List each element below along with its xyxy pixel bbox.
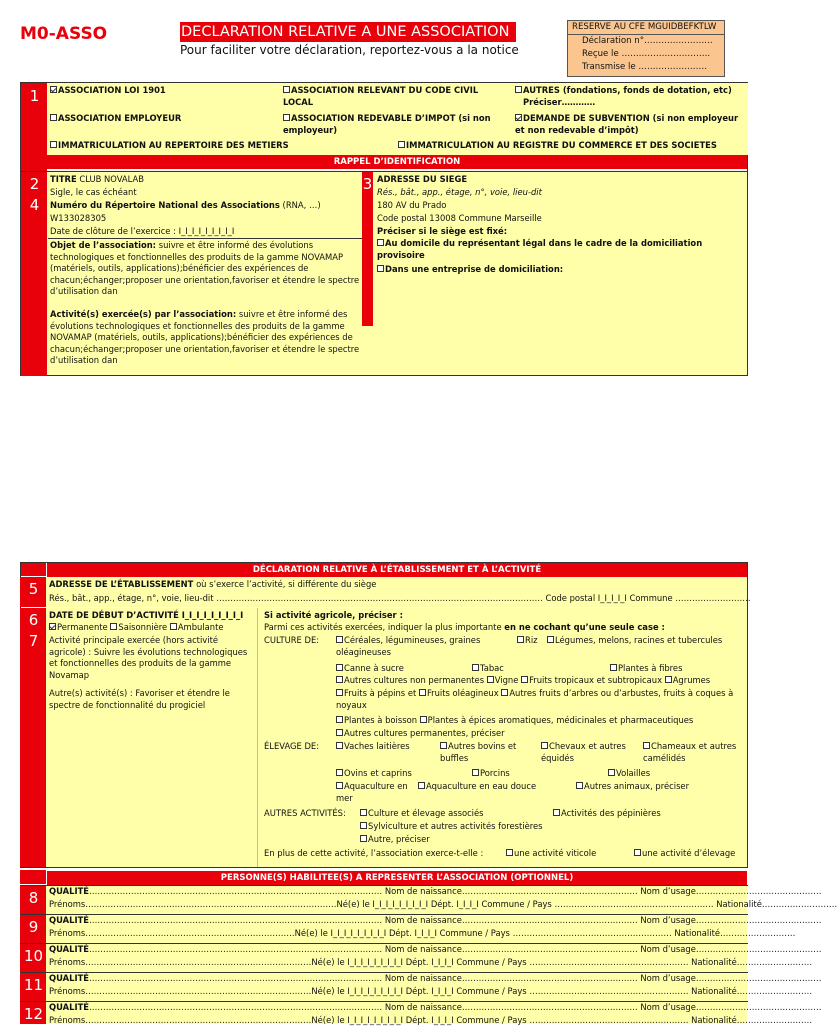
person-line-2[interactable]: Prénoms………………………………………………………………………………Né(e) le I_I_I_I_I_I_I_I_I Dépt. I_I_I_I Commune / Pays ………………………………………………… Nationalité………………………	[49, 899, 837, 909]
checkbox-permanente[interactable]	[49, 623, 56, 630]
label-saisonniere: Saisonnière	[118, 622, 168, 632]
checkbox-arbres[interactable]	[501, 689, 508, 696]
checkbox-viticole[interactable]	[506, 849, 513, 856]
opt-culture-elevage[interactable]	[360, 808, 484, 820]
qualite-label: QUALITÉ	[49, 915, 90, 925]
label-bovins: Autres bovins et buffles	[440, 741, 517, 763]
opt-riz[interactable]	[517, 635, 538, 647]
person-line-1-text: …………………………………………………………………………………………… Nom de naissance……………………………………………………… Nom d’usage………………………………………	[89, 915, 822, 925]
rna-row	[50, 200, 321, 212]
autres-act-label: AUTRES ACTIVITÉS:	[264, 808, 346, 818]
person-line-2[interactable]: Prénoms………………………………………………………………………Né(e) le I_I_I_I_I_I_I_I_I Dépt. I_I_I_I Commune / Pays ………………………………………………… Nationalité………………………	[49, 1015, 813, 1025]
section-number: 10	[23, 947, 44, 965]
checkbox-ovins[interactable]	[336, 769, 343, 776]
checkbox-non-perm[interactable]	[336, 676, 343, 683]
option-subvention[interactable]	[515, 113, 747, 136]
reserve-line-2: Reçue le ………………………….	[582, 49, 711, 59]
opt-chevaux[interactable]	[541, 741, 641, 764]
qualite-label: QUALITÉ	[49, 944, 90, 954]
section-number: 11	[23, 976, 44, 994]
label-pepins: Fruits à pépins et	[344, 688, 417, 698]
label-legumes: Légumes, melons, racines et tubercules	[555, 635, 723, 645]
label-agrumes: Agrumes	[672, 675, 711, 685]
label-epices: Plantes à épices aromatiques, médicinales et pharmaceutiques	[427, 715, 694, 725]
label-chevaux: Chevaux et autres équidés	[541, 741, 626, 763]
opt-pepinieres[interactable]	[553, 808, 661, 820]
elevage-label: ÉLEVAGE DE:	[264, 741, 320, 751]
checkbox-autres-animaux[interactable]	[576, 782, 583, 789]
opt-porcins[interactable]	[472, 768, 510, 780]
label-chameaux: Chameaux et autres camélidés	[643, 741, 737, 763]
label-oleagineux: Fruits oléagineux	[426, 688, 499, 698]
siege-street: 180 AV du Prado	[377, 200, 447, 210]
checkbox-chameaux[interactable]	[643, 742, 650, 749]
checkbox-oleagineux[interactable]	[419, 689, 426, 696]
etab-address-label-rest: où s’exerce l’activité, si différente du siège	[196, 579, 377, 589]
opt-canne[interactable]	[336, 663, 404, 675]
person-line-2[interactable]: Prénoms…………………………………………………………………Né(e) le I_I_I_I_I_I_I_I_I Dépt. I_I_I_I Commune / Pays ………………………………………………… Nationalité………………………	[49, 928, 796, 938]
etab-address-label: ADRESSE DE L’ÉTABLISSEMENT	[49, 579, 194, 589]
activity-type-row	[49, 622, 224, 634]
option-autres[interactable]	[515, 85, 747, 97]
activites-block	[50, 309, 360, 367]
checkbox-elevage-plus[interactable]	[634, 849, 641, 856]
checkbox-employeur[interactable]	[50, 114, 57, 121]
section-number-4: 4	[29, 196, 40, 214]
person-row	[20, 1001, 822, 1025]
checkbox-vigne[interactable]	[487, 676, 494, 683]
checkbox-ambulante[interactable]	[170, 623, 177, 630]
person-line-1[interactable]	[49, 915, 822, 927]
checkbox-impot[interactable]	[283, 114, 290, 121]
row-boisson	[336, 715, 748, 727]
checkbox-bovins[interactable]	[440, 742, 447, 749]
label-ovins: Ovins et caprins	[344, 768, 412, 778]
checkbox-plantes-fibres[interactable]	[610, 664, 617, 671]
opt-elevage-plus[interactable]	[634, 848, 735, 860]
option-impot[interactable]	[283, 113, 508, 136]
rna-suffix: (RNA, …)	[282, 200, 321, 210]
checkbox-pepins[interactable]	[336, 689, 343, 696]
label-non-perm: Autres cultures non permanentes	[344, 675, 485, 685]
person-line-2[interactable]: Prénoms………………………………………………………………………Né(e) le I_I_I_I_I_I_I_I_I Dépt. I_I_I_I Commune / Pays ………………………………………………… Nationalité………………………	[49, 957, 813, 967]
person-line-2[interactable]: Prénoms………………………………………………………………………Né(e) le I_I_I_I_I_I_I_I_I Dépt. I_I_I_I Commune / Pays ………………………………………………… Nationalité………………………	[49, 986, 813, 996]
person-row	[20, 885, 837, 914]
option-metiers[interactable]	[50, 140, 400, 152]
rappel-band: RAPPEL D’IDENTIFICATION	[47, 155, 747, 169]
opt-vaches[interactable]	[336, 741, 410, 753]
label-perm: Autres cultures permanentes, préciser	[344, 728, 505, 738]
section-number-2: 2	[29, 175, 40, 193]
section-number-6: 6	[28, 611, 39, 629]
reserve-line-3: Transmise le ……………………	[582, 62, 708, 72]
form-title: DECLARATION RELATIVE A UNE ASSOCIATION	[180, 22, 516, 42]
date-debut[interactable]: DATE DE DÉBUT D’ACTIVITÉ I_I_I_I_I_I_I_I_I	[49, 610, 244, 620]
plus-label: En plus de cette activité, l’association exerce-t-elle :	[264, 848, 484, 858]
opt-viticole[interactable]	[506, 848, 596, 860]
section-number: 12	[23, 1005, 44, 1023]
opt-legumes[interactable]	[547, 635, 747, 647]
persons-band: PERSONNE(S) HABILITEE(S) A REPRESENTER L’ASSOCIATION (OPTIONNEL)	[47, 871, 747, 885]
label-riz: Riz	[525, 635, 538, 645]
checkbox-riz[interactable]	[517, 636, 524, 643]
person-row	[20, 914, 822, 943]
sigle: Sigle, le cas échéant	[50, 187, 137, 197]
checkbox-autre-preciser[interactable]	[360, 835, 367, 842]
titre-value: CLUB NOVALAB	[79, 174, 144, 184]
qualite-label: QUALITÉ	[49, 1002, 90, 1012]
reserve-label: RESERVE AU CFE MGUIDBEFKTLW	[568, 21, 724, 35]
label-code-civil: ASSOCIATION RELEVANT DU CODE CIVIL LOCAL	[283, 85, 479, 107]
label-permanente: Permanente	[57, 622, 108, 632]
opt-volailles[interactable]	[608, 768, 650, 780]
checkbox-code-civil[interactable]	[283, 86, 290, 93]
persons-list	[20, 885, 837, 1025]
qualite-label: QUALITÉ	[49, 886, 90, 896]
autres-preciser: Préciser…………	[523, 97, 596, 107]
checkbox-fixe-1[interactable]	[377, 239, 384, 246]
person-row	[20, 943, 822, 972]
checkbox-legumes[interactable]	[547, 636, 554, 643]
opt-chameaux[interactable]	[643, 741, 748, 764]
option-loi1901[interactable]	[50, 85, 280, 97]
siege-label: ADRESSE DU SIEGE	[377, 174, 468, 184]
person-line-1-text: …………………………………………………………………………………………… Nom de naissance……………………………………………………… Nom d’usage………………………………………	[89, 886, 822, 896]
person-line-1-text: …………………………………………………………………………………………… Nom de naissance……………………………………………………… Nom d’usage………………………………………	[89, 973, 822, 983]
label-autres: AUTRES (fondations, fonds de dotation, etc)	[523, 85, 732, 95]
activites-text: suivre et être informé des évolutions technologiques et fonctionnelles des produits de la gamme NOVAMAP (matériels, outils, applications);bénéficier des expériences de chacun;échanger;proposer une orientation,favoriser et étendre le spectre d’utilisation dan	[50, 309, 360, 365]
culture-label: CULTURE DE:	[264, 635, 320, 645]
etab-address-line[interactable]: Rés., bât., app., étage, n°, voie, lieu-dit ……………………………………………………………………………………………………… Code postal I_I_I_I_I Commune ………………………	[49, 593, 751, 603]
rna-value: W133028305	[50, 213, 107, 223]
label-culture-elevage: Culture et élevage associés	[368, 808, 484, 818]
opt-aqua-mer[interactable]	[336, 781, 416, 804]
section-number-3: 3	[362, 175, 373, 193]
person-line-1[interactable]	[49, 1002, 822, 1014]
agri-intro-text: Parmi ces activités exercées, indiquer la plus importante	[264, 622, 502, 632]
checkbox-metiers[interactable]	[50, 141, 57, 148]
section-6-7	[20, 608, 748, 868]
form-subtitle: Pour faciliter votre déclaration, reportez-vous a la notice	[180, 43, 519, 57]
opt-cereales[interactable]	[336, 635, 511, 658]
fixe-option-2-label: Dans une entreprise de domiciliation:	[385, 264, 564, 274]
opt-ovins[interactable]	[336, 768, 412, 780]
label-metiers: IMMATRICULATION AU REPERTOIRE DES METIERS	[58, 140, 289, 150]
opt-tabac[interactable]	[472, 663, 504, 675]
label-impot: ASSOCIATION REDEVABLE D’IMPOT (si non employeur)	[283, 113, 491, 135]
checkbox-aqua-douce[interactable]	[418, 782, 425, 789]
label-vigne: Vigne	[494, 675, 519, 685]
form-code: M0-ASSO	[20, 24, 108, 44]
checkbox-perm[interactable]	[336, 729, 343, 736]
section-number: 8	[28, 889, 39, 907]
person-line-1-text: …………………………………………………………………………………………… Nom de naissance……………………………………………………… Nom d’usage………………………………………	[89, 944, 822, 954]
agri-intro-bold: en ne cochant qu’une seule case :	[504, 622, 665, 632]
label-cereales: Céréales, légumineuses, graines oléagineuses	[336, 635, 481, 657]
person-line-1[interactable]	[49, 944, 822, 956]
person-line-1-text: …………………………………………………………………………………………… Nom de naissance……………………………………………………… Nom d’usage………………………………………	[89, 1002, 822, 1012]
label-volailles: Volailles	[616, 768, 651, 778]
label-viticole: une activité viticole	[514, 848, 597, 858]
label-boisson: Plantes à boisson	[344, 715, 417, 725]
opt-autre-preciser[interactable]	[360, 834, 430, 846]
checkbox-autres[interactable]	[515, 86, 522, 93]
person-row	[20, 972, 822, 1001]
cloture-line: Date de clôture de l’exercice : I_I_I_I_I_I_I_I_I	[50, 226, 235, 236]
opt-bovins[interactable]	[440, 741, 540, 764]
opt-perm[interactable]	[336, 728, 505, 740]
agri-intro	[264, 622, 744, 634]
reserve-line-1: Déclaration n°……………………	[582, 36, 713, 46]
label-rcs: IMMATRICULATION AU REGISTRE DU COMMERCE ET DES SOCIETES	[406, 140, 717, 150]
qualite-label: QUALITÉ	[49, 973, 90, 983]
siege-hint: Rés., bât., app., étage, n°, voie, lieu-dit	[377, 187, 542, 197]
person-line-1[interactable]	[49, 886, 822, 898]
activite-principale: Activité principale exercée (hors activité agricole) : Suivre les évolutions technologiques et fonctionnelles des produits de la gamme Novamap	[49, 635, 248, 680]
option-code-civil[interactable]	[283, 85, 503, 108]
label-aqua-mer: Aquaculture en mer	[336, 781, 408, 803]
fixe-option-2[interactable]	[377, 264, 737, 276]
titre-label: TITRE	[50, 174, 77, 184]
label-autre-preciser: Autre, préciser	[368, 834, 430, 844]
objet-block	[50, 240, 360, 298]
row-fruits	[336, 688, 748, 711]
checkbox-aqua-mer[interactable]	[336, 782, 343, 789]
section-number: 9	[28, 918, 39, 936]
label-aqua-douce: Aquaculture en eau douce	[426, 781, 537, 791]
section-5-label	[49, 579, 376, 591]
siege-city: Code postal 13008 Commune Marseille	[377, 213, 542, 223]
label-employeur: ASSOCIATION EMPLOYEUR	[58, 113, 182, 123]
option-rcs[interactable]	[398, 140, 748, 152]
fixe-option-1[interactable]	[377, 238, 737, 261]
checkbox-saisonniere[interactable]	[110, 623, 117, 630]
opt-sylviculture[interactable]	[360, 821, 543, 833]
label-porcins: Porcins	[480, 768, 510, 778]
checkbox-sylviculture[interactable]	[360, 822, 367, 829]
checkbox-canne[interactable]	[336, 664, 343, 671]
label-canne: Canne à sucre	[344, 663, 404, 673]
identification-section	[20, 171, 748, 376]
etablissement-band: DÉCLARATION RELATIVE À L’ÉTABLISSEMENT ET À L’ACTIVITÉ	[47, 563, 747, 577]
label-plantes-fibres: Plantes à fibres	[618, 663, 683, 673]
section-number-5: 5	[28, 580, 39, 598]
section-number-7: 7	[28, 632, 39, 650]
reserve-box	[567, 20, 725, 77]
label-sylviculture: Sylviculture et autres activités forestières	[368, 821, 543, 831]
opt-autres-animaux[interactable]	[576, 781, 689, 793]
label-fruits-trop: Fruits tropicaux et subtropicaux	[529, 675, 663, 685]
label-vaches: Vaches laitières	[344, 741, 410, 751]
objet-text: suivre et être informé des évolutions technologiques et fonctionnelles des produits de la gamme NOVAMAP (matériels, outils, applications);bénéficier des expériences de chacun;échanger;proposer une orientation,favoriser et étendre le spectre d’utilisation dan	[50, 240, 360, 296]
label-ambulante: Ambulante	[177, 622, 224, 632]
fixe-option-1-label: Au domicile du représentant légal dans le cadre de la domiciliation provisoire	[377, 238, 703, 260]
checkbox-loi1901[interactable]	[50, 86, 57, 93]
checkbox-fixe-2[interactable]	[377, 265, 384, 272]
label-loi1901: ASSOCIATION LOI 1901	[58, 85, 166, 95]
checkbox-volailles[interactable]	[608, 769, 615, 776]
rna-label: Numéro du Répertoire National des Associations	[50, 200, 280, 210]
person-line-1[interactable]	[49, 973, 822, 985]
row-non-perm	[336, 675, 748, 687]
fixe-label: Préciser si le siège est fixé:	[377, 226, 508, 236]
checkbox-fruits-trop[interactable]	[521, 676, 528, 683]
activites-label: Activité(s) exercée(s) par l’association:	[50, 309, 237, 319]
opt-plantes-fibres[interactable]	[610, 663, 682, 675]
label-tabac: Tabac	[480, 663, 504, 673]
checkbox-porcins[interactable]	[472, 769, 479, 776]
checkbox-chevaux[interactable]	[541, 742, 548, 749]
checkbox-pepinieres[interactable]	[553, 809, 560, 816]
label-autres-animaux: Autres animaux, préciser	[584, 781, 690, 791]
titre-row	[50, 174, 144, 186]
checkbox-tabac[interactable]	[472, 664, 479, 671]
label-elevage-plus: une activité d’élevage	[642, 848, 736, 858]
checkbox-rcs[interactable]	[398, 141, 405, 148]
objet-label: Objet de l’association:	[50, 240, 157, 250]
checkbox-agrumes[interactable]	[665, 676, 672, 683]
checkbox-cereales[interactable]	[336, 636, 343, 643]
section-5	[20, 577, 751, 607]
label-arbres: Autres fruits d’arbres ou d’arbustes, fruits à coques à noyaux	[336, 688, 734, 710]
label-pepinieres: Activités des pépinières	[561, 808, 661, 818]
label-subvention: DEMANDE DE SUBVENTION (si non employeur et non redevable d’impôt)	[515, 113, 739, 135]
checkbox-subvention[interactable]	[515, 114, 522, 121]
opt-aqua-douce[interactable]	[418, 781, 536, 793]
checkbox-boisson[interactable]	[336, 716, 343, 723]
checkbox-vaches[interactable]	[336, 742, 343, 749]
checkbox-epices[interactable]	[420, 716, 427, 723]
section-number-1: 1	[29, 87, 40, 105]
option-employeur[interactable]	[50, 113, 280, 125]
checkbox-culture-elevage[interactable]	[360, 809, 367, 816]
autres-activites: Autre(s) activité(s) : Favoriser et étendre le spectre de fonctionnalité du progiciel	[49, 688, 230, 710]
agri-label: Si activité agricole, préciser :	[264, 610, 403, 620]
